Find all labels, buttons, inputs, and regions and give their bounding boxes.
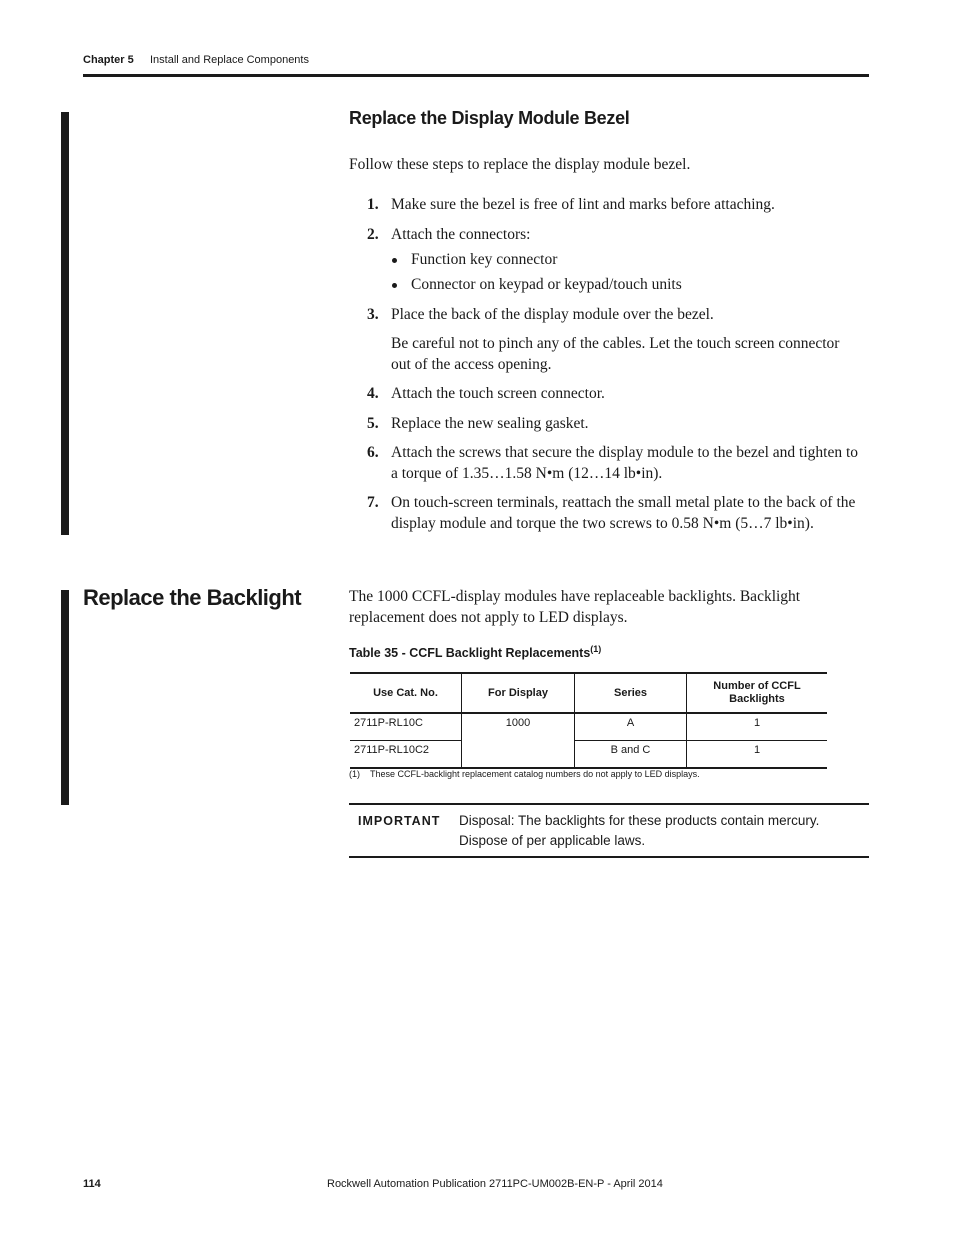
- step-text: Attach the screws that secure the display module to the bezel and tighten to a torque of 1.35…1.58 N•m (12…14 lb•in).: [391, 444, 859, 482]
- table-caption: [349, 644, 601, 660]
- table-cell: 2711P-RL10C2: [350, 741, 462, 769]
- step-number: 5.: [367, 415, 379, 432]
- chapter-label: Chapter 5: [83, 54, 134, 66]
- important-label: IMPORTANT: [358, 814, 441, 828]
- step-number: 3.: [367, 306, 379, 323]
- table-row: [350, 741, 827, 769]
- bullet-icon: [392, 283, 397, 288]
- step-number: 6.: [367, 444, 379, 461]
- bezel-intro: Follow these steps to replace the display module bezel.: [349, 156, 691, 173]
- column-header: Number of CCFL Backlights: [687, 673, 828, 713]
- section-heading-bezel: Replace the Display Module Bezel: [349, 108, 630, 128]
- running-header: [83, 54, 309, 66]
- page-number: 114: [83, 1178, 101, 1190]
- change-bar-bezel: [61, 112, 69, 535]
- important-top-rule: [349, 803, 869, 805]
- table-header-row: [350, 673, 827, 713]
- footnote-text: These CCFL-backlight replacement catalog numbers do not apply to LED displays.: [370, 769, 700, 779]
- step-3-note: Be careful not to pinch any of the cables. Let the touch screen connector out of the access opening.: [391, 335, 840, 373]
- footnote-number: (1): [349, 769, 360, 779]
- step-text: Replace the new sealing gasket.: [391, 415, 589, 432]
- column-header: Use Cat. No.: [350, 673, 462, 713]
- table-cell: 1: [687, 713, 828, 741]
- column-header: Series: [575, 673, 687, 713]
- important-bottom-rule: [349, 856, 869, 858]
- bullet-text: Function key connector: [411, 251, 558, 268]
- step-text: On touch-screen terminals, reattach the small metal plate to the back of the display module and torque the two screws to 0.58 N•m (5…7 lb•in).: [391, 494, 856, 532]
- table-cell: B and C: [575, 741, 687, 769]
- step-text: Make sure the bezel is free of lint and marks before attaching.: [391, 196, 775, 213]
- column-header: For Display: [462, 673, 575, 713]
- table-caption-footnote-ref: (1): [590, 644, 602, 654]
- ccfl-backlight-table: [350, 672, 827, 769]
- bullet-text: Connector on keypad or keypad/touch units: [411, 276, 682, 293]
- table-row: [350, 713, 827, 741]
- publication-info: Rockwell Automation Publication 2711PC-UM002B-EN-P - April 2014: [327, 1178, 663, 1190]
- table-caption-text: Table 35 - CCFL Backlight Replacements: [349, 646, 591, 661]
- step-text: Place the back of the display module over the bezel.: [391, 306, 714, 323]
- step-number: 7.: [367, 494, 379, 511]
- section-label: Install and Replace Components: [150, 54, 309, 66]
- step-number: 1.: [367, 196, 379, 213]
- header-rule: [83, 74, 869, 77]
- bullet-icon: [392, 258, 397, 263]
- step-number: 2.: [367, 226, 379, 243]
- table-cell: 2711P-RL10C: [350, 713, 462, 741]
- table-cell: 1000: [462, 713, 575, 741]
- backlight-intro: The 1000 CCFL-display modules have replaceable backlights. Backlight replacement does not apply to LED displays.: [349, 588, 801, 626]
- table-cell: A: [575, 713, 687, 741]
- step-number: 4.: [367, 385, 379, 402]
- section-heading-backlight: Replace the Backlight: [83, 585, 302, 610]
- step-text: Attach the connectors:: [391, 226, 531, 243]
- important-text: Disposal: The backlights for these products contain mercury. Dispose of per applicable laws.: [459, 813, 820, 848]
- step-text: Attach the touch screen connector.: [391, 385, 605, 402]
- table-cell: [462, 741, 575, 769]
- change-bar-backlight: [61, 590, 69, 805]
- table-cell: 1: [687, 741, 828, 769]
